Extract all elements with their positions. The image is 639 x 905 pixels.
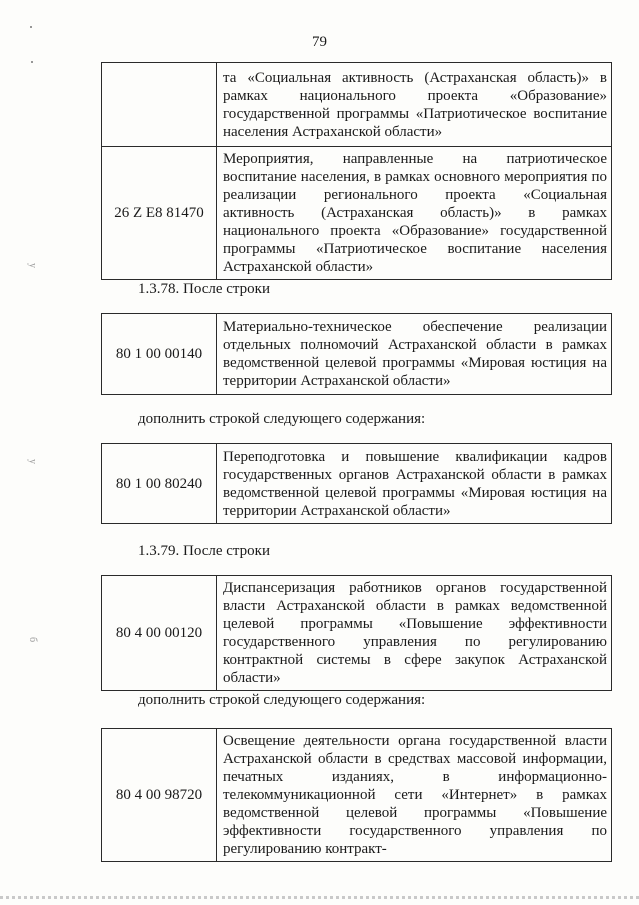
table-row (102, 147, 612, 280)
table-row (102, 444, 612, 524)
row-description-cell: Освещение деятельности органа государственной власти Астраханской области в средствах массовой информации, печатных изданиях, в информационно-телекоммуникационной сети «Интернет» в рамках ведомственной целевой программы «Повышение эффективности государственного управления по регулированию контракт- (217, 729, 612, 862)
row-description-cell: Диспансеризация работников органов государственной власти Астраханской области в рамках ведомственной целевой программы «Повышение эффективности государственного управления по регулированию контрактной системы в сфере закупок Астраханской области» (217, 576, 612, 691)
scan-speck (31, 61, 33, 63)
table-row (102, 729, 612, 862)
row-description-cell: Материально-техническое обеспечение реализации отдельных полномочий Астраханской области в рамках ведомственной целевой программы «Мировая юстиция на территории Астраханской области» (217, 314, 612, 395)
paragraph-1-3-79: 1.3.79. После строки (138, 543, 270, 559)
row-code-cell: 80 1 00 80240 (102, 444, 217, 524)
table-row (102, 576, 612, 691)
page-number: 79 (312, 34, 327, 50)
row-code-cell: 80 1 00 00140 (102, 314, 217, 395)
row-code-cell: 26 Z E8 81470 (102, 147, 217, 280)
scan-bottom-edge (0, 896, 639, 899)
row-description-cell: Мероприятия, направленные на патриотическое воспитание населения, в рамках основного мероприятия по реализации регионального проекта «Социальная активность (Астраханская область)» в рамках национального проекта «Образование» государственной программы «Патриотическое воспитание населения Астраханской области» (217, 147, 612, 280)
table-row (102, 63, 612, 147)
margin-scan-mark: y (27, 263, 38, 268)
row-code-cell: 80 4 00 98720 (102, 729, 217, 862)
row-code-cell (102, 63, 217, 147)
margin-scan-mark: у (27, 459, 38, 464)
table-after-row (101, 313, 612, 395)
table-row (102, 314, 612, 395)
paragraph-1-3-78: 1.3.78. После строки (138, 281, 270, 297)
row-description-cell: та «Социальная активность (Астраханская область)» в рамках национального проекта «Образование» государственной программы «Патриотическое воспитание населения Астраханской области» (217, 63, 612, 147)
row-code-cell: 80 4 00 00120 (102, 576, 217, 691)
table-continuation (101, 62, 612, 280)
margin-scan-mark: б (27, 636, 39, 643)
table-new-row (101, 728, 612, 862)
paragraph-supplement: дополнить строкой следующего содержания: (138, 692, 426, 708)
scan-speck (30, 26, 32, 28)
table-new-row (101, 443, 612, 524)
paragraph-supplement: дополнить строкой следующего содержания: (138, 411, 426, 427)
table-after-row (101, 575, 612, 691)
row-description-cell: Переподготовка и повышение квалификации кадров государственных органов Астраханской области в рамках ведомственной целевой программы «Мировая юстиция на территории Астраханской области» (217, 444, 612, 524)
